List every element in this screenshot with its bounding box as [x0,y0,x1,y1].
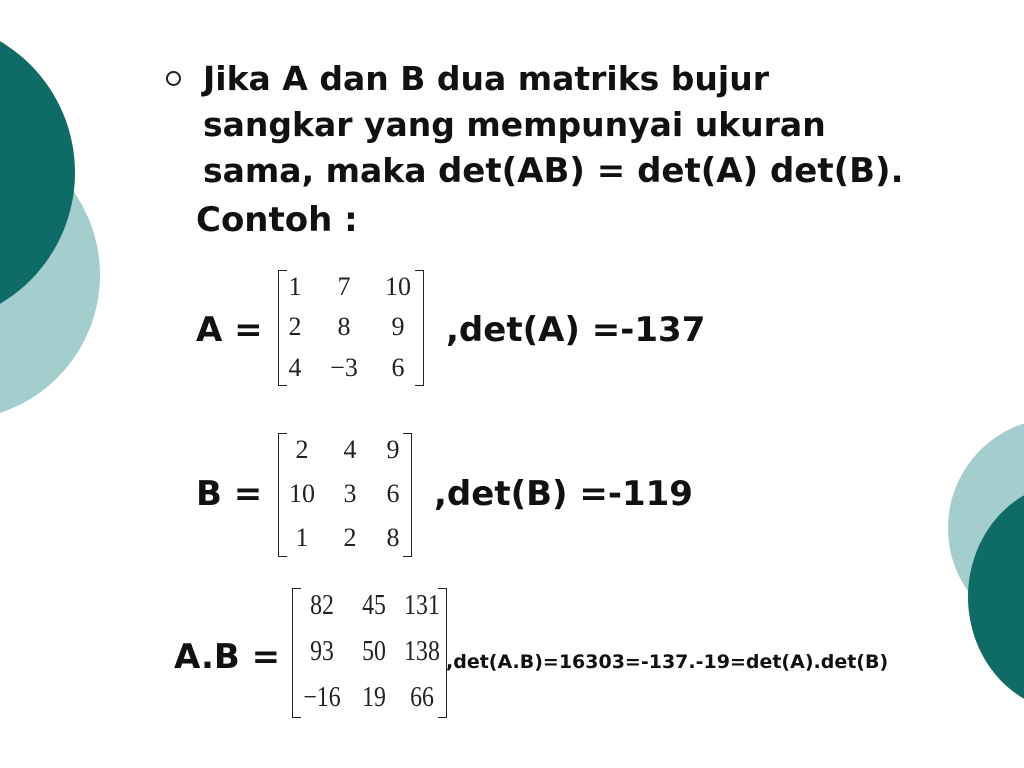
matrix-a-label: A = [196,310,263,350]
matrix-cell: −16 [303,682,341,713]
matrix-cell: 3 [343,479,357,508]
matrix-cell: 2 [295,435,309,464]
matrix-cell: 66 [410,682,434,713]
example-heading: Contoh : [196,200,358,240]
matrix-cell: 1 [295,523,309,552]
matrix-cell: 138 [404,636,440,667]
determinant-formula: det(AB) = det(A) det(B). [437,151,904,191]
matrix-cell: 2 [288,312,302,341]
bullet-icon [166,71,181,86]
matrix-cell: 9 [386,435,400,464]
matrix-cell: 45 [362,590,386,621]
matrix-cell: 2 [343,523,357,552]
theorem-statement [203,56,983,194]
matrix-cell: 9 [391,312,405,341]
matrix-cell: 7 [337,272,351,301]
statement-line-3 [203,148,983,194]
matrix-b [278,433,412,557]
statement-line-2: sangkar yang mempunyai ukuran [203,105,826,144]
matrix-cell: 4 [288,353,302,382]
matrix-cell: 10 [289,479,315,508]
matrix-b-label: B = [196,474,263,514]
matrix-cell: −3 [330,353,358,382]
matrix-cell: 6 [386,479,400,508]
matrix-ab [292,588,447,718]
matrix-ab-label: A.B = [174,637,281,677]
matrix-a [278,270,424,386]
matrix-cell: 131 [404,590,440,621]
matrix-cell: 82 [310,590,334,621]
matrix-ab-determinant: ,det(A.B)=16303=-137.-19=det(A).det(B) [446,651,889,673]
matrix-cell: 10 [385,272,411,301]
statement-line-3-prefix: sama, maka [203,151,438,190]
statement-line-1: Jika A dan B dua matriks bujur [203,59,769,98]
matrix-cell: 8 [337,312,351,341]
matrix-cell: 6 [391,353,405,382]
matrix-cell: 19 [362,682,386,713]
matrix-cell: 8 [386,523,400,552]
matrix-a-determinant: ,det(A) =-137 [446,310,706,350]
matrix-b-determinant: ,det(B) =-119 [434,474,693,514]
matrix-cell: 93 [310,636,334,667]
matrix-cell: 50 [362,636,386,667]
matrix-cell: 1 [288,272,302,301]
matrix-cell: 4 [343,435,357,464]
